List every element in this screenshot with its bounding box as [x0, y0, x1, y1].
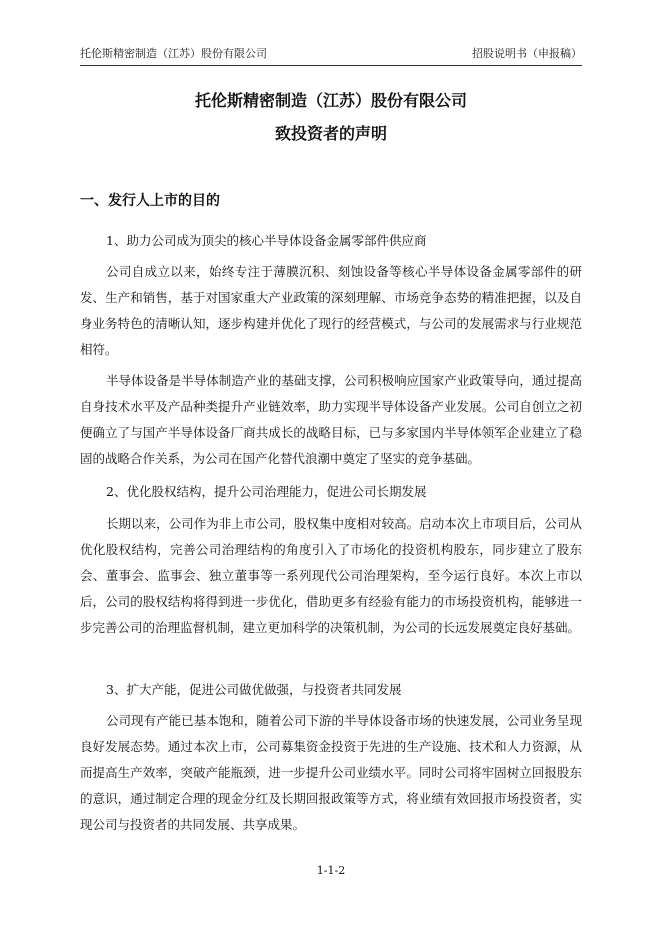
header-company-name: 托伦斯精密制造（江苏）股份有限公司	[80, 47, 267, 60]
document-title-statement: 致投资者的声明	[274, 124, 387, 143]
subsection-heading-1: 1、助力公司成为顶尖的核心半导体设备金属零部件供应商	[106, 233, 427, 248]
paragraph-1-2: 半导体设备是半导体制造产业的基础支撑，公司积极响应国家产业政策导向，通过提高自身技术水平及产品种类提升产业链效率，助力实现半导体设备产业发展。公司自创立之初便确立了与国产半导体设备厂商共成长的战略目标，已与多家国内半导体领军企业建立了稳固的战略合作关系，为公司在国产化替代浪潮中奠定了坚实的竞争基础。	[80, 373, 582, 466]
subsection-heading-2: 2、优化股权结构，提升公司治理能力，促进公司长期发展	[106, 484, 427, 499]
header-divider	[80, 65, 582, 66]
subsection-heading-3: 3、扩大产能，促进公司做优做强，与投资者共同发展	[106, 682, 402, 697]
paragraph-3-1: 公司现有产能已基本饱和，随着公司下游的半导体设备市场的快速发展，公司业务呈现良好发展态势。通过本次上市，公司募集资金投资于先进的生产设施、技术和人力资源，从而提高生产效率，突破产能瓶颈，进一步提升公司业绩水平。同时公司将牢固树立回报股东的意识，通过制定合理的现金分红及长期回报政策等方式，将业绩有效回报市场投资者，实现公司与投资者的共同发展、共享成果。	[80, 713, 582, 832]
page-number: 1-1-2	[316, 864, 346, 877]
paragraph-2-1: 长期以来，公司作为非上市公司，股权集中度相对较高。启动本次上市项目后，公司从优化股权结构，完善公司治理结构的角度引入了市场化的投资机构股东，同步建立了股东会、董事会、监事会、独立董事等一系列现代公司治理架构，至今运行良好。本次上市以后，公司的股权结构将得到进一步优化，借助更多有经验有能力的市场投资机构，能够进一步完善公司的治理监督机制，建立更加科学的决策机制，为公司的长远发展奠定良好基础。	[80, 516, 582, 635]
section-heading: 一、发行人上市的目的	[80, 193, 220, 209]
header-document-type: 招股说明书（申报稿）	[472, 47, 582, 60]
page-header	[80, 44, 582, 64]
paragraph-1-1: 公司自成立以来，始终专注于薄膜沉积、刻蚀设备等核心半导体设备金属零部件的研发、生产和销售，基于对国家重大产业政策的深刻理解、市场竞争态势的精准把握，以及自身业务特色的清晰认知，逐步构建并优化了现行的经营模式，与公司的发展需求与行业规范相符。	[80, 264, 582, 357]
document-title-company: 托伦斯精密制造（江苏）股份有限公司	[194, 91, 467, 110]
